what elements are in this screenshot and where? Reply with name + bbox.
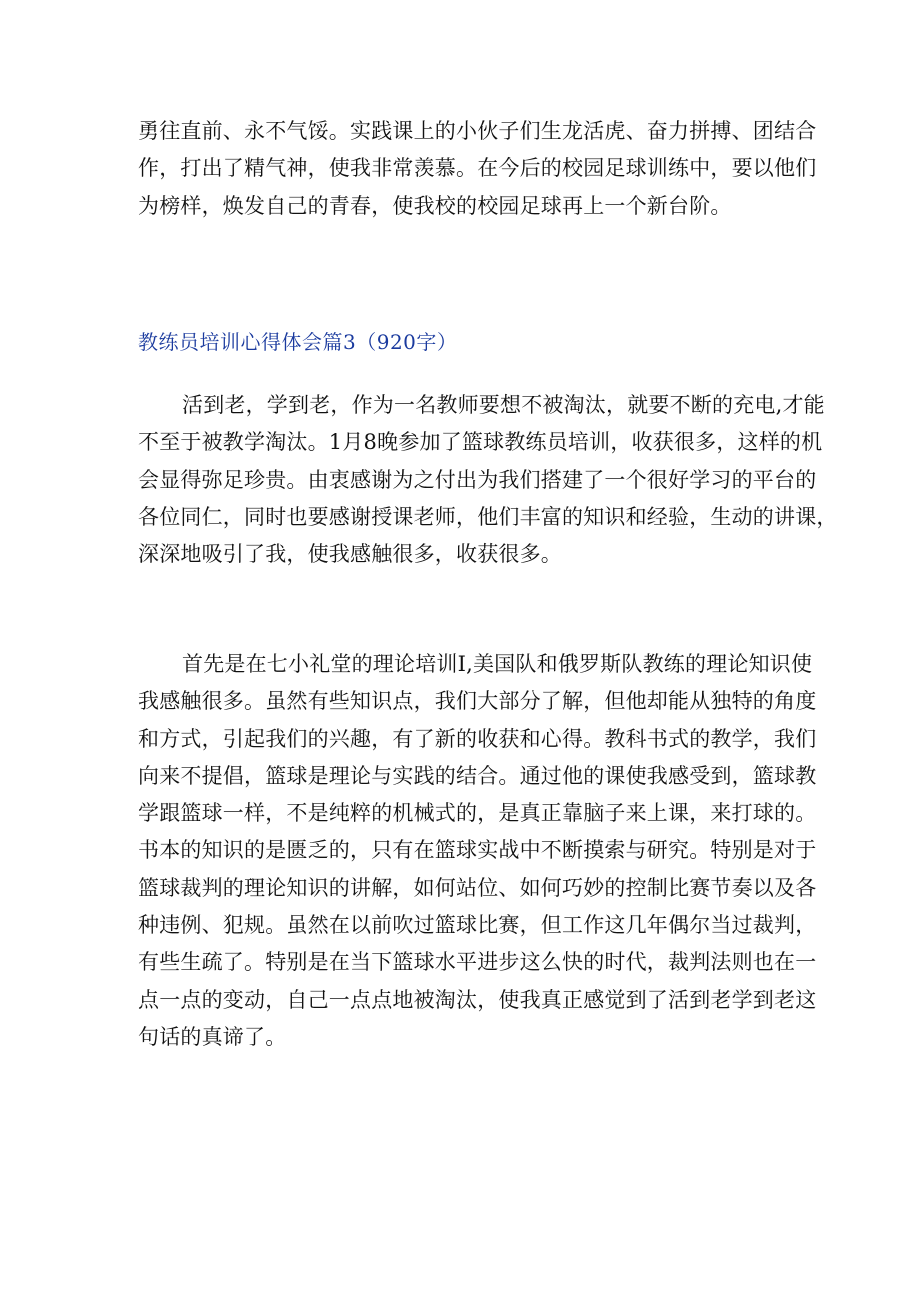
section-heading: 教练员培训心得体会篇3（920字） xyxy=(138,330,458,354)
text-line: 活到老，学到老，作为一名教师要想不被淘汰，就要不断的充电,才能 xyxy=(182,393,825,417)
text-line: 篮球裁判的理论知识的讲解，如何站位、如何巧妙的控制比赛节奏以及各 xyxy=(138,875,817,900)
text-line: 和方式，引起我们的兴趣，有了新的收获和心得。教科书式的教学，我们 xyxy=(138,726,817,751)
text-line: 深深地吸引了我，使我感触很多，收获很多。 xyxy=(138,542,562,567)
text-line: 勇往直前、永不气馁。实践课上的小伙子们生龙活虎、奋力拼搏、团结合 xyxy=(138,119,817,143)
text-line: 不至于被教学淘汰。1月8晚参加了篮球教练员培训，收获很多，这样的机 xyxy=(138,430,823,455)
text-line: 会显得弥足珍贵。由衷感谢为之付出为我们搭建了一个很好学习的平台的 xyxy=(138,467,817,492)
text-line: 点一点的变动，自己一点点地被淘汰，使我真正感觉到了活到老学到老这 xyxy=(138,987,817,1012)
text-line: 学跟篮球一样，不是纯粹的机械式的，是真正靠脑子来上课，来打球的。 xyxy=(138,801,817,826)
text-line: 向来不提倡，篮球是理论与实践的结合。通过他的课使我感受到，篮球教 xyxy=(138,763,817,788)
paragraph-2 xyxy=(138,646,817,1056)
text-line: 书本的知识的是匮乏的，只有在篮球实战中不断摸索与研究。特别是对于 xyxy=(138,838,817,863)
paragraph-1 xyxy=(138,387,838,573)
text-line: 为榜样，焕发自己的青春，使我校的校园足球再上一个新台阶。 xyxy=(138,193,732,218)
text-line: 各位同仁，同时也要感谢授课老师，他们丰富的知识和经验，生动的讲课， xyxy=(138,504,838,529)
text-line: 有些生疏了。特别是在当下篮球水平进步这么快的时代，裁判法则也在一 xyxy=(138,950,817,975)
text-line: 句话的真谛了。 xyxy=(138,1024,287,1049)
continued-paragraph xyxy=(138,113,817,225)
text-line: 种违例、犯规。虽然在以前吹过篮球比赛，但工作这几年偶尔当过裁判， xyxy=(138,913,817,938)
text-line: 首先是在七小礼堂的理论培训I,美国队和俄罗斯队教练的理论知识使 xyxy=(182,652,813,676)
text-line: 我感触很多。虽然有些知识点，我们大部分了解，但他却能从独特的角度 xyxy=(138,689,817,714)
text-line: 作，打出了精气神，使我非常羡慕。在今后的校园足球训练中，要以他们 xyxy=(138,156,817,181)
